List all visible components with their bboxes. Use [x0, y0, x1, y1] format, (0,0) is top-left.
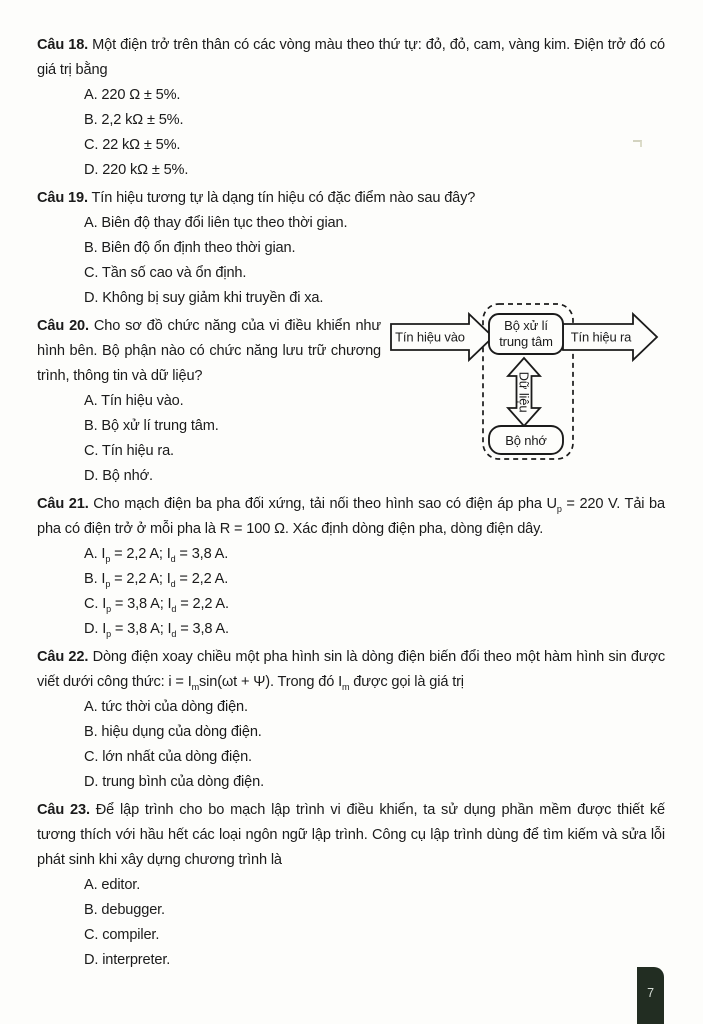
question-22-text-part2: sin(ωt + Ψ). Trong đó I: [198, 674, 343, 690]
question-18-stem: [37, 33, 665, 83]
question-21-sub-p: p: [556, 503, 562, 514]
sub-p: p: [105, 578, 111, 589]
question-23-label: Câu 23.: [37, 802, 90, 818]
microcontroller-diagram: [387, 302, 665, 464]
sub-d: d: [171, 603, 177, 614]
sub-d: d: [170, 578, 176, 589]
question-21-option-a: [37, 542, 665, 567]
option-text: D. I: [84, 621, 107, 637]
question-21-text-part2: = 220 V. Tải ba pha có điện trở ở mỗi pha là R = 100 Ω. Xác định dòng điện pha, dòng điện dây.: [37, 496, 665, 537]
question-21-option-d: [37, 617, 665, 642]
option-text: = 2,2 A; I: [110, 571, 171, 587]
question-19-stem: [37, 186, 665, 211]
page-number: 7: [647, 986, 654, 1000]
question-21: [37, 492, 665, 642]
sub-d: d: [171, 628, 177, 639]
question-22-stem: [37, 645, 665, 695]
question-21-text-part1: Cho mạch điện ba pha đối xứng, tải nối theo hình sao có điện áp pha U: [93, 496, 557, 512]
question-19: [37, 186, 665, 311]
question-22-option-c: C. lớn nhất của dòng điện.: [84, 749, 252, 765]
option-text: = 2,2 A.: [175, 571, 229, 587]
memory-label: Bộ nhớ: [505, 433, 547, 448]
question-18-option-d: D. 220 kΩ ± 5%.: [84, 162, 189, 178]
question-22-text-part1: Dòng điện xoay chiều một pha hình sin là dòng điện biến đổi theo một hàm hình sin được viết dưới công thức: i = I: [37, 649, 665, 690]
input-signal-label: Tín hiệu vào: [395, 329, 465, 345]
question-20-text: Cho sơ đồ chức năng của vi điều khiển như hình bên. Bộ phận nào có chức năng lưu trữ chương trình, thông tin và dữ liệu?: [37, 318, 381, 384]
question-22-text-part3: được gọi là giá trị: [349, 674, 464, 690]
question-23-stem: [37, 798, 665, 873]
question-22-label: Câu 22.: [37, 649, 89, 665]
option-text: = 2,2 A; I: [110, 546, 171, 562]
question-19-option-c: C. Tần số cao và ổn định.: [84, 265, 247, 281]
data-bus-label: Dữ liệu: [516, 371, 532, 413]
question-23-option-a: A. editor.: [84, 877, 141, 893]
question-18-text: Một điện trở trên thân có các vòng màu theo thứ tự: đỏ, đỏ, cam, vàng kim. Điện trở đó có giá trị bằng: [37, 37, 665, 78]
question-20-label: Câu 20.: [37, 318, 89, 334]
option-text: = 3,8 A.: [175, 546, 229, 562]
question-21-option-b: [37, 567, 665, 592]
option-text: A. I: [84, 546, 106, 562]
question-20-option-c: C. Tín hiệu ra.: [84, 443, 174, 459]
question-19-option-a: A. Biên độ thay đổi liên tục theo thời gian.: [84, 215, 348, 231]
option-text: = 3,8 A; I: [111, 596, 172, 612]
question-23-option-b: B. debugger.: [84, 902, 165, 918]
cpu-label-line1: Bộ xử lí: [504, 318, 548, 333]
sub-p: p: [106, 628, 111, 639]
option-text: B. I: [84, 571, 106, 587]
question-19-option-b: B. Biên độ ổn định theo thời gian.: [84, 240, 296, 256]
question-21-option-c: [37, 592, 665, 617]
sub-d: d: [170, 553, 176, 564]
microcontroller-diagram-svg: [387, 302, 665, 464]
question-20-option-b: B. Bộ xử lí trung tâm.: [84, 418, 219, 434]
question-22-option-d: D. trung bình của dòng điện.: [84, 774, 264, 790]
question-19-label: Câu 19.: [37, 190, 88, 206]
question-21-stem: [37, 492, 665, 542]
output-signal-label: Tín hiệu ra: [570, 329, 632, 345]
question-19-option-d: D. Không bị suy giảm khi truyền đi xa.: [84, 290, 324, 306]
question-19-text: Tín hiệu tương tự là dạng tín hiệu có đặc điểm nào sau đây?: [91, 190, 476, 206]
question-18: [37, 33, 665, 183]
question-20-option-d: D. Bộ nhớ.: [84, 468, 153, 484]
option-text: C. I: [84, 596, 107, 612]
question-22-sub-m2: m: [342, 681, 350, 692]
question-20-option-a: A. Tín hiệu vào.: [84, 393, 184, 409]
question-18-option-c: C. 22 kΩ ± 5%.: [84, 137, 181, 153]
question-18-label: Câu 18.: [37, 37, 89, 53]
question-22: [37, 645, 665, 795]
question-23-text: Để lập trình cho bo mạch lập trình vi điều khiển, ta sử dụng phần mềm được thiết kế tương thích với hầu hết các loại ngôn ngữ lập trình. Công cụ lập trình dùng để tìm kiếm và sửa lỗi phát sinh khi xây dựng chương trình là: [37, 802, 665, 868]
question-21-label: Câu 21.: [37, 496, 89, 512]
option-text: = 3,8 A.: [176, 621, 229, 637]
question-18-option-b: B. 2,2 kΩ ± 5%.: [84, 112, 184, 128]
question-23-option-c: C. compiler.: [84, 927, 160, 943]
scan-artifact: [633, 140, 642, 147]
option-text: = 2,2 A.: [176, 596, 229, 612]
sub-p: p: [106, 603, 111, 614]
sub-p: p: [105, 553, 111, 564]
page-number-tab: [637, 967, 664, 1024]
cpu-label-line2: trung tâm: [499, 334, 553, 349]
question-22-sub-m: m: [191, 681, 199, 692]
option-text: = 3,8 A; I: [111, 621, 172, 637]
question-23-option-d: D. interpreter.: [84, 952, 171, 968]
question-18-option-a: A. 220 Ω ± 5%.: [84, 87, 181, 103]
question-20: [37, 314, 665, 489]
question-22-option-a: A. tức thời của dòng điện.: [84, 699, 248, 715]
question-22-option-b: B. hiệu dụng của dòng điện.: [84, 724, 262, 740]
question-23: [37, 798, 665, 973]
